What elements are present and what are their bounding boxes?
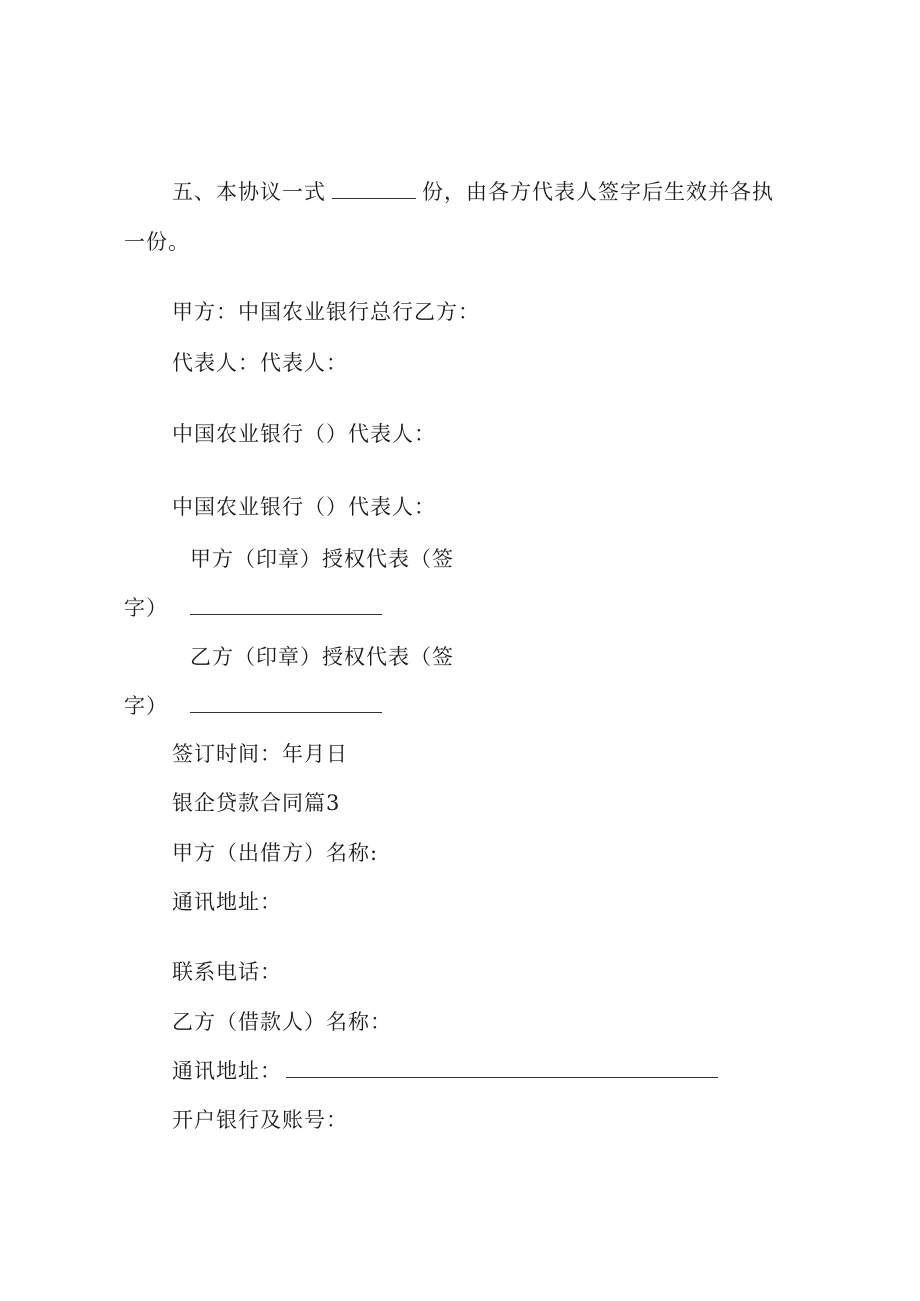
copies-blank	[332, 178, 416, 199]
party-a-signature-suffix: 字）	[124, 596, 168, 620]
borrower-address-line	[172, 1057, 724, 1085]
party-a-signature-blank	[190, 594, 382, 615]
party-a-signature-line	[124, 594, 388, 622]
party-a-line: 甲方：中国农业银行总行乙方：	[172, 300, 480, 324]
party-b-signature-suffix: 字）	[124, 694, 168, 718]
clause-5-text-start: 五、本协议一式	[172, 180, 326, 204]
party-b-seal-line: 乙方（印章）授权代表（签	[190, 645, 454, 669]
branch-line-1: 中国农业银行（）代表人：	[172, 422, 436, 446]
party-a-seal-line: 甲方（印章）授权代表（签	[190, 547, 454, 571]
section-title: 银企贷款合同篇3	[172, 791, 341, 815]
party-b-signature-blank	[190, 692, 382, 713]
lender-address-line: 通讯地址：	[172, 890, 282, 914]
lender-name-line: 甲方（出借方）名称:	[172, 841, 379, 865]
borrower-bank-line: 开户银行及账号：	[172, 1108, 348, 1132]
borrower-address-label: 通讯地址：	[172, 1059, 282, 1083]
lender-phone-line: 联系电话：	[172, 960, 282, 984]
party-b-signature-line	[124, 692, 388, 720]
clause-5-continuation: 一份。	[124, 230, 190, 254]
borrower-name-line: 乙方（借款人）名称：	[172, 1010, 392, 1034]
clause-5-line	[172, 178, 774, 206]
sign-date-line: 签订时间：年月日	[172, 742, 348, 766]
clause-5-text-end: 份，由各方代表人签字后生效并各执	[422, 180, 774, 204]
representative-line: 代表人：代表人：	[172, 351, 348, 375]
borrower-address-blank	[286, 1057, 718, 1078]
branch-line-2: 中国农业银行（）代表人：	[172, 495, 436, 519]
